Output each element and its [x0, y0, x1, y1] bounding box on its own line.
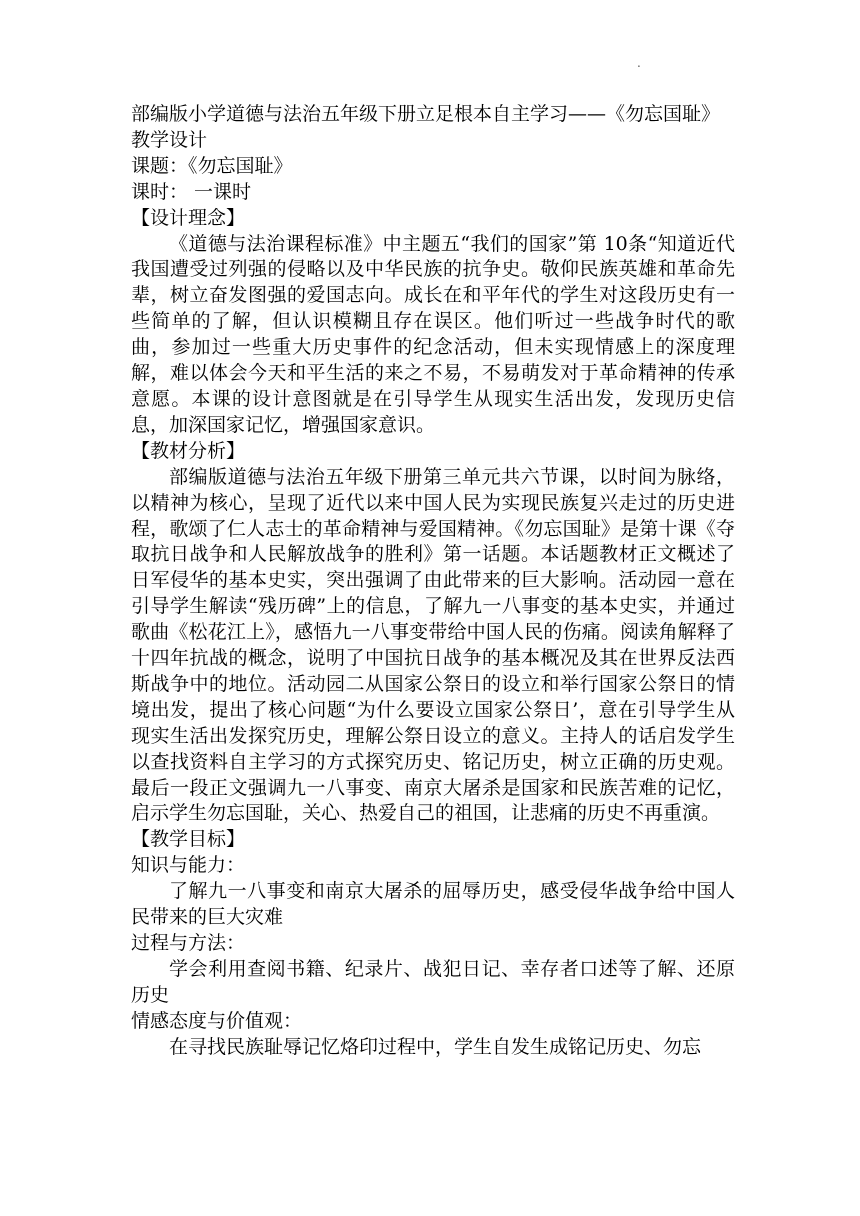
design-concept-heading: 【设计理念】 [131, 206, 246, 229]
knowledge-ability-paragraph: 了解九一八事变和南京大屠杀的屈辱历史，感受侵华战争给中国人民带来的巨大灾难 [131, 880, 735, 929]
design-concept-paragraph: 《道德与法治课程标准》中主题五“我们的国家”第 10条“知道近代我国遭受过列强的侵略以及中华民族的抗争史。敬仰民族英雄和革命先辈，树立奋发图强的爱国志向。成长在和平年代的学生对这段历史有一些简单的了解，但认识模糊且存在误区。他们听过一些战争时代的歌曲，参加过一些重大历史事件的纪念活动，但未实现情感上的深度理解，难以体会今天和平生活的来之不易，不易萌发对于革命精神的传承意愿。本课的设计意图就是在引导学生从现实生活出发，发现历史信息，加深国家记忆，增强国家意识。 [131, 232, 735, 436]
emotion-values-paragraph: 在寻找民族耻辱记忆烙印过程中，学生自发生成铭记历史、勿忘 [169, 1035, 702, 1058]
material-analysis-heading: 【教材分析】 [131, 439, 246, 462]
document-body [131, 102, 735, 1061]
material-analysis-paragraph: 部编版道德与法治五年级下册第三单元共六节课，以时间为脉络，以精神为核心，呈现了近代以来中国人民为实现民族复兴走过的历史进程，歌颂了仁人志士的革命精神与爱国精神。《勿忘国耻》是第十课《夺取抗日战争和人民解放战争的胜利》第一话题。本话题教材正文概述了日军侵华的基本史实，突出强调了由此带来的巨大影响。活动园一意在引导学生解读“残历碑”上的信息，了解九一八事变的基本史实，并通过歌曲《松花江上》，感悟九一八事变带给中国人民的伤痛。阅读角解释了十四年抗战的概念，说明了中国抗日战争的基本概况及其在世界反法西斯战争中的地位。活动园二从国家公祭日的设立和举行国家公祭日的情境出发，提出了核心问题“为什么要设立国家公祭日’，意在引导学生从现实生活出发探究历史，理解公祭日设立的意义。主持人的话启发学生以查找资料自主学习的方式探究历史、铭记历史，树立正确的历史观。最后一段正文强调九一八事变、南京大屠杀是国家和民族苦难的记忆，启示学生勿忘国耻，关心、热爱自己的祖国，让悲痛的历史不再重演。 [131, 465, 735, 825]
period-line: 课时： 一课时 [131, 180, 252, 203]
process-method-label: 过程与方法： [131, 932, 246, 954]
document-title-line-2: 教学设计 [131, 128, 208, 151]
document-title-line-1: 部编版小学道德与法治五年级下册立足根本自主学习——《勿忘国耻》 [131, 103, 721, 125]
page-marker: . [637, 56, 641, 70]
topic-line: 课题：《勿忘国耻》 [131, 154, 293, 177]
emotion-values-label: 情感态度与价值观： [131, 1009, 303, 1032]
knowledge-ability-label: 知识与能力： [131, 854, 246, 877]
process-method-paragraph: 学会利用查阅书籍、纪录片、战犯日记、幸存者口述等了解、还原历史 [131, 957, 735, 1006]
teaching-goals-heading: 【教学目标】 [131, 828, 246, 851]
